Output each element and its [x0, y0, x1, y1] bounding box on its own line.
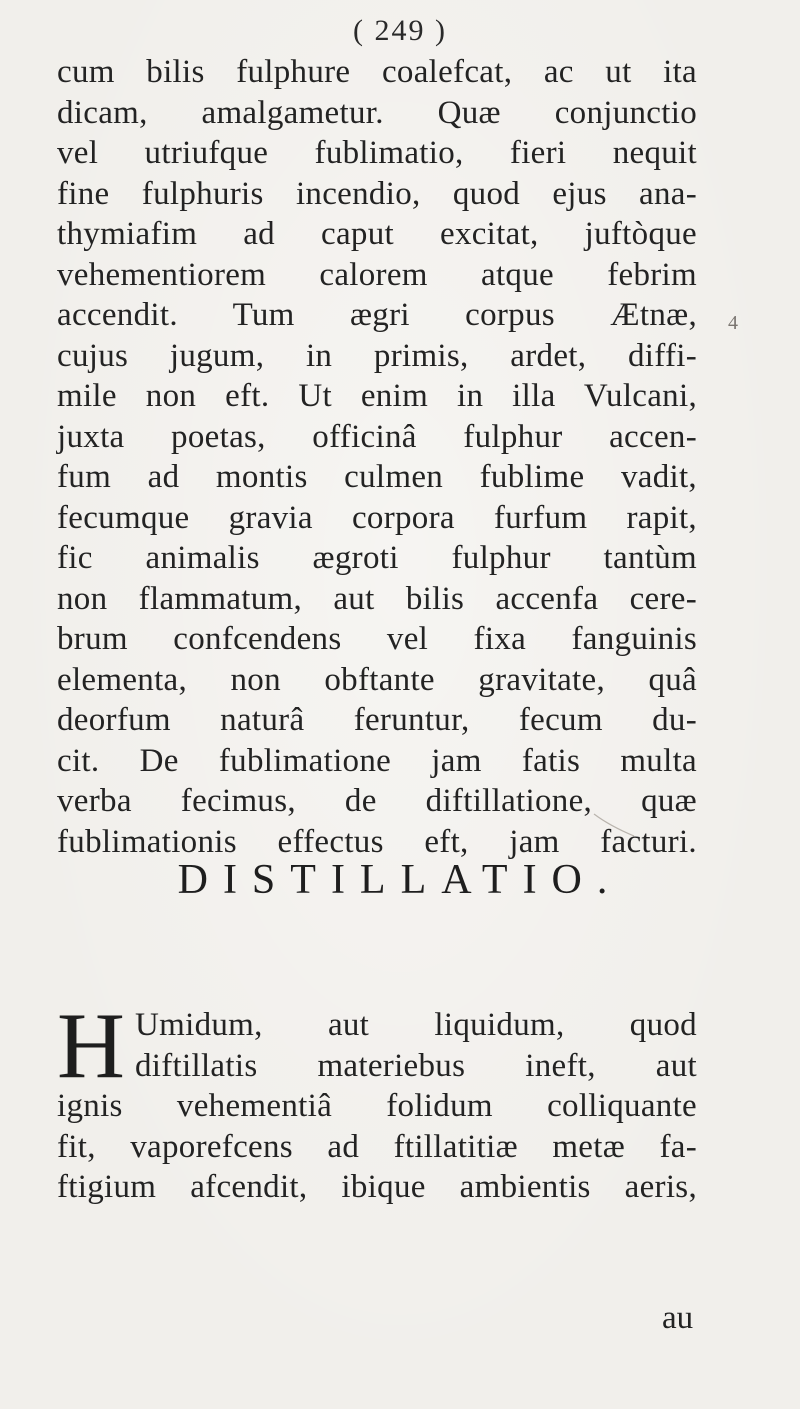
text-line: cujus jugum, in primis, ardet, diffi- [57, 337, 697, 374]
text-line: dicam, amalgametur. Quæ conjunctio [57, 94, 697, 131]
ink-flourish [590, 810, 640, 840]
paragraph-2 [57, 994, 697, 1208]
text-line: fit, vaporefcens ad ftillatitiæ metæ fa- [57, 1128, 697, 1165]
text-line: thymiafim ad caput excitat, juftòque [57, 216, 697, 252]
catchword: au [662, 1300, 694, 1336]
text-line: accendit. Tum ægri corpus Ætnæ, [57, 297, 697, 333]
section-heading: DISTILLATIO. [177, 857, 623, 903]
text-line: fecumque gravia corpora furfum rapit, [57, 499, 697, 536]
text-line: juxta poetas, officinâ fulphur accen- [57, 418, 697, 455]
paragraph-1 [57, 52, 697, 862]
text-line: fum ad montis culmen fublime vadit, [57, 459, 697, 495]
text-line: Umidum, aut liquidum, quod [135, 1007, 697, 1043]
text-line: cit. De fublimatione jam fatis multa [57, 742, 697, 779]
text-line: non flammatum, aut bilis accenfa cere- [57, 580, 697, 617]
text-line: fine fulphuris incendio, quod ejus ana- [57, 175, 697, 212]
margin-mark: 4 [728, 312, 738, 334]
text-line: verba fecimus, de diftillatione, quæ [57, 783, 697, 819]
text-line: deorfum naturâ feruntur, fecum du- [57, 702, 697, 738]
text-line: ftigium afcendit, ibique ambientis aeris, [57, 1169, 697, 1205]
text-line: brum confcendens vel fixa fanguinis [57, 621, 697, 657]
text-line: vehementiorem calorem atque febrim [57, 256, 697, 293]
text-line: fic animalis ægroti fulphur tantùm [57, 540, 697, 576]
text-line: elementa, non obftante gravitate, quâ [57, 661, 697, 698]
drop-cap: H [57, 994, 125, 1098]
text-line: mile non eft. Ut enim in illa Vulcani, [57, 378, 697, 414]
page-number: ( 249 ) [353, 14, 447, 47]
text-line: ignis vehementiâ folidum colliquante [57, 1088, 697, 1124]
text-line: fublimationis effectus eft, jam facturi. [57, 823, 697, 860]
text-line: cum bilis fulphure coalefcat, ac ut ita [57, 54, 697, 90]
text-line: diftillatis materiebus ineft, aut [135, 1047, 697, 1084]
text-line: vel utriufque fublimatio, fieri nequit [57, 135, 697, 171]
